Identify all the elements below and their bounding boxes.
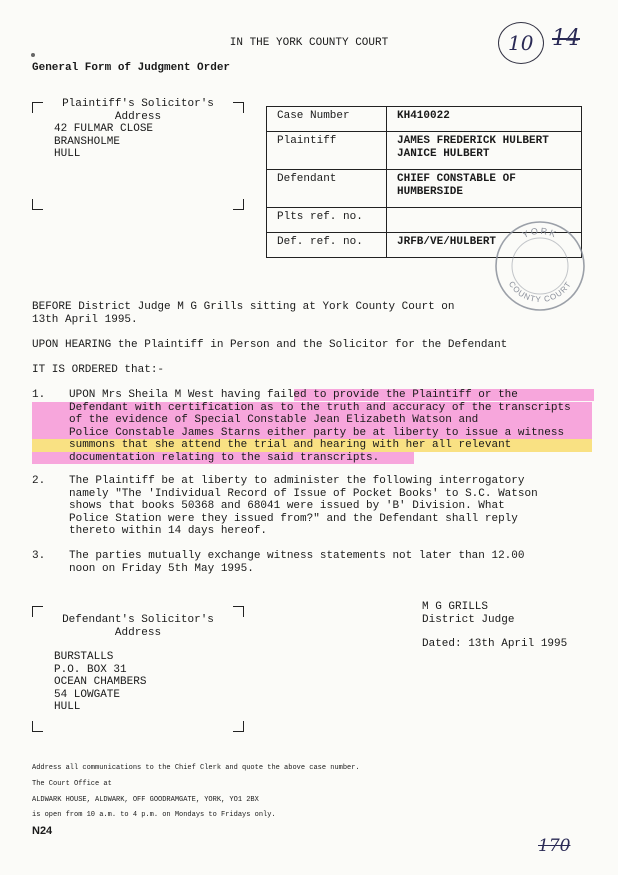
- court-stamp: [494, 220, 586, 312]
- defendant-ref-label: Def. ref. no.: [267, 233, 387, 258]
- order-text: [69, 389, 592, 464]
- footer-line-4: is open from 10 a.m. to 4 p.m. on Mondays to Fridays only.: [32, 811, 276, 819]
- order-line: Police Station were they issued from?" and the Defendant shall reply: [69, 512, 518, 525]
- case-number-value: KH410022: [387, 107, 582, 132]
- corner-mark: [233, 102, 244, 113]
- defendant-value: CHIEF CONSTABLE OF HUMBERSIDE: [387, 170, 582, 208]
- order-2: [32, 475, 592, 538]
- plaintiff-solicitor-title-line1: Plaintiff's Solicitor's: [62, 98, 214, 110]
- before-line: 13th April 1995.: [32, 313, 138, 326]
- address-line: P.O. BOX 31: [54, 663, 127, 676]
- address-line: 54 LOWGATE: [54, 688, 121, 701]
- it-is-ordered: IT IS ORDERED that:-: [32, 364, 165, 376]
- order-line: The Plaintiff be at liberty to administer the following interrogatory: [69, 475, 525, 487]
- order-line: namely "The 'Individual Record of Issue of Pocket Books' to S.C. Watson: [69, 487, 538, 500]
- order-line: thereto within 14 days hereof.: [69, 525, 268, 537]
- binding-hole-dot: [31, 53, 35, 57]
- plaintiff-solicitor-block: [32, 98, 244, 210]
- order-3: [32, 550, 592, 575]
- handwritten-circle-mark: [498, 22, 544, 64]
- corner-mark: [32, 606, 43, 617]
- handwritten-corner-mark: 14: [552, 26, 580, 51]
- handwritten-page-mark: 10: [508, 31, 534, 55]
- address-line: HULL: [54, 701, 81, 713]
- order-text: [69, 550, 592, 575]
- address-line: HULL: [54, 148, 81, 160]
- footer-line-3: ALDWARK HOUSE, ALDWARK, OFF GOODRAMGATE, YORK, YO1 2BX: [32, 796, 259, 804]
- order-line: summons that she attend the trial and hearing with her all relevant: [69, 439, 512, 451]
- order-number: 3.: [32, 550, 46, 562]
- judge-block: [422, 601, 567, 651]
- judge-title: District Judge: [422, 613, 515, 626]
- address-line: BURSTALLS: [54, 651, 114, 663]
- defendant-ref-value: JRFB/VE/HULBERT: [387, 233, 582, 258]
- plaintiff-solicitor-title: [32, 98, 244, 123]
- handwritten-page-number: 170: [538, 836, 571, 856]
- address-line: BRANSHOLME: [54, 135, 121, 148]
- stamp-top-text: YORK: [520, 225, 560, 240]
- order-line: noon on Friday 5th May 1995.: [69, 562, 254, 575]
- order-number: 2.: [32, 475, 46, 487]
- plaintiff-value: JAMES FREDERICK HULBERT JANICE HULBERT: [387, 132, 582, 170]
- table-row: [267, 170, 582, 208]
- plaintiff-label: Plaintiff: [267, 132, 387, 170]
- order-number: 1.: [32, 389, 46, 401]
- judgment-date: Dated: 13th April 1995: [422, 638, 568, 650]
- order-line: The parties mutually exchange witness statements not later than 12.00: [69, 550, 525, 562]
- case-number-label: Case Number: [267, 107, 387, 132]
- form-code: N24: [32, 825, 53, 837]
- corner-mark: [233, 199, 244, 210]
- defendant-solicitor-title: [32, 606, 244, 639]
- defendant-solicitor-title-line1: Defendant's Solicitor's: [62, 614, 214, 626]
- defendant-solicitor-title-line2: Address: [114, 626, 162, 639]
- order-line: UPON Mrs Sheila M West having failed to provide the Plaintiff or the: [69, 389, 518, 401]
- address-line: 42 FULMAR CLOSE: [54, 123, 154, 135]
- corner-mark: [32, 199, 43, 210]
- order-line: of the evidence of Special Constable Jean Elizabeth Watson and: [69, 414, 479, 426]
- stamp-bottom-text: COUNTY COURT: [506, 279, 574, 305]
- order-line: shows that books 50368 and 68041 were issued by 'B' Division. What: [69, 500, 505, 512]
- plaintiff-solicitor-address: [54, 123, 244, 161]
- address-line: OCEAN CHAMBERS: [54, 676, 147, 688]
- judge-name: M G GRILLS: [422, 601, 489, 613]
- defendant-solicitor-address: [54, 651, 244, 714]
- order-line: Defendant with certification as to the truth and accuracy of the transcripts: [69, 401, 571, 414]
- court-header: IN THE YORK COUNTY COURT: [229, 37, 389, 49]
- before-line: BEFORE District Judge M G Grills sitting at York County Court on: [32, 301, 455, 313]
- form-title: General Form of Judgment Order: [32, 62, 231, 74]
- order-1: [32, 389, 592, 464]
- defendant-label: Defendant: [267, 170, 387, 208]
- plaintiff-ref-label: Plts ref. no.: [267, 208, 387, 233]
- footer-line-1: Address all communications to the Chief Clerk and quote the above case number.: [32, 764, 360, 772]
- order-line: documentation relating to the said transcripts.: [69, 451, 380, 464]
- corner-mark: [32, 102, 43, 113]
- before-statement: [32, 301, 592, 326]
- order-text: [69, 475, 592, 538]
- footer-line-2: The Court Office at: [32, 780, 112, 788]
- corner-mark: [233, 721, 244, 732]
- table-row: [267, 132, 582, 170]
- order-line: Police Constable James Starns either party be at liberty to issue a witness: [69, 426, 565, 439]
- defendant-solicitor-block: [32, 606, 244, 732]
- plaintiff-solicitor-title-line2: Address: [114, 110, 162, 123]
- corner-mark: [32, 721, 43, 732]
- corner-mark: [233, 606, 244, 617]
- table-row: [267, 107, 582, 132]
- upon-hearing: UPON HEARING the Plaintiff in Person and the Solicitor for the Defendant: [32, 339, 508, 351]
